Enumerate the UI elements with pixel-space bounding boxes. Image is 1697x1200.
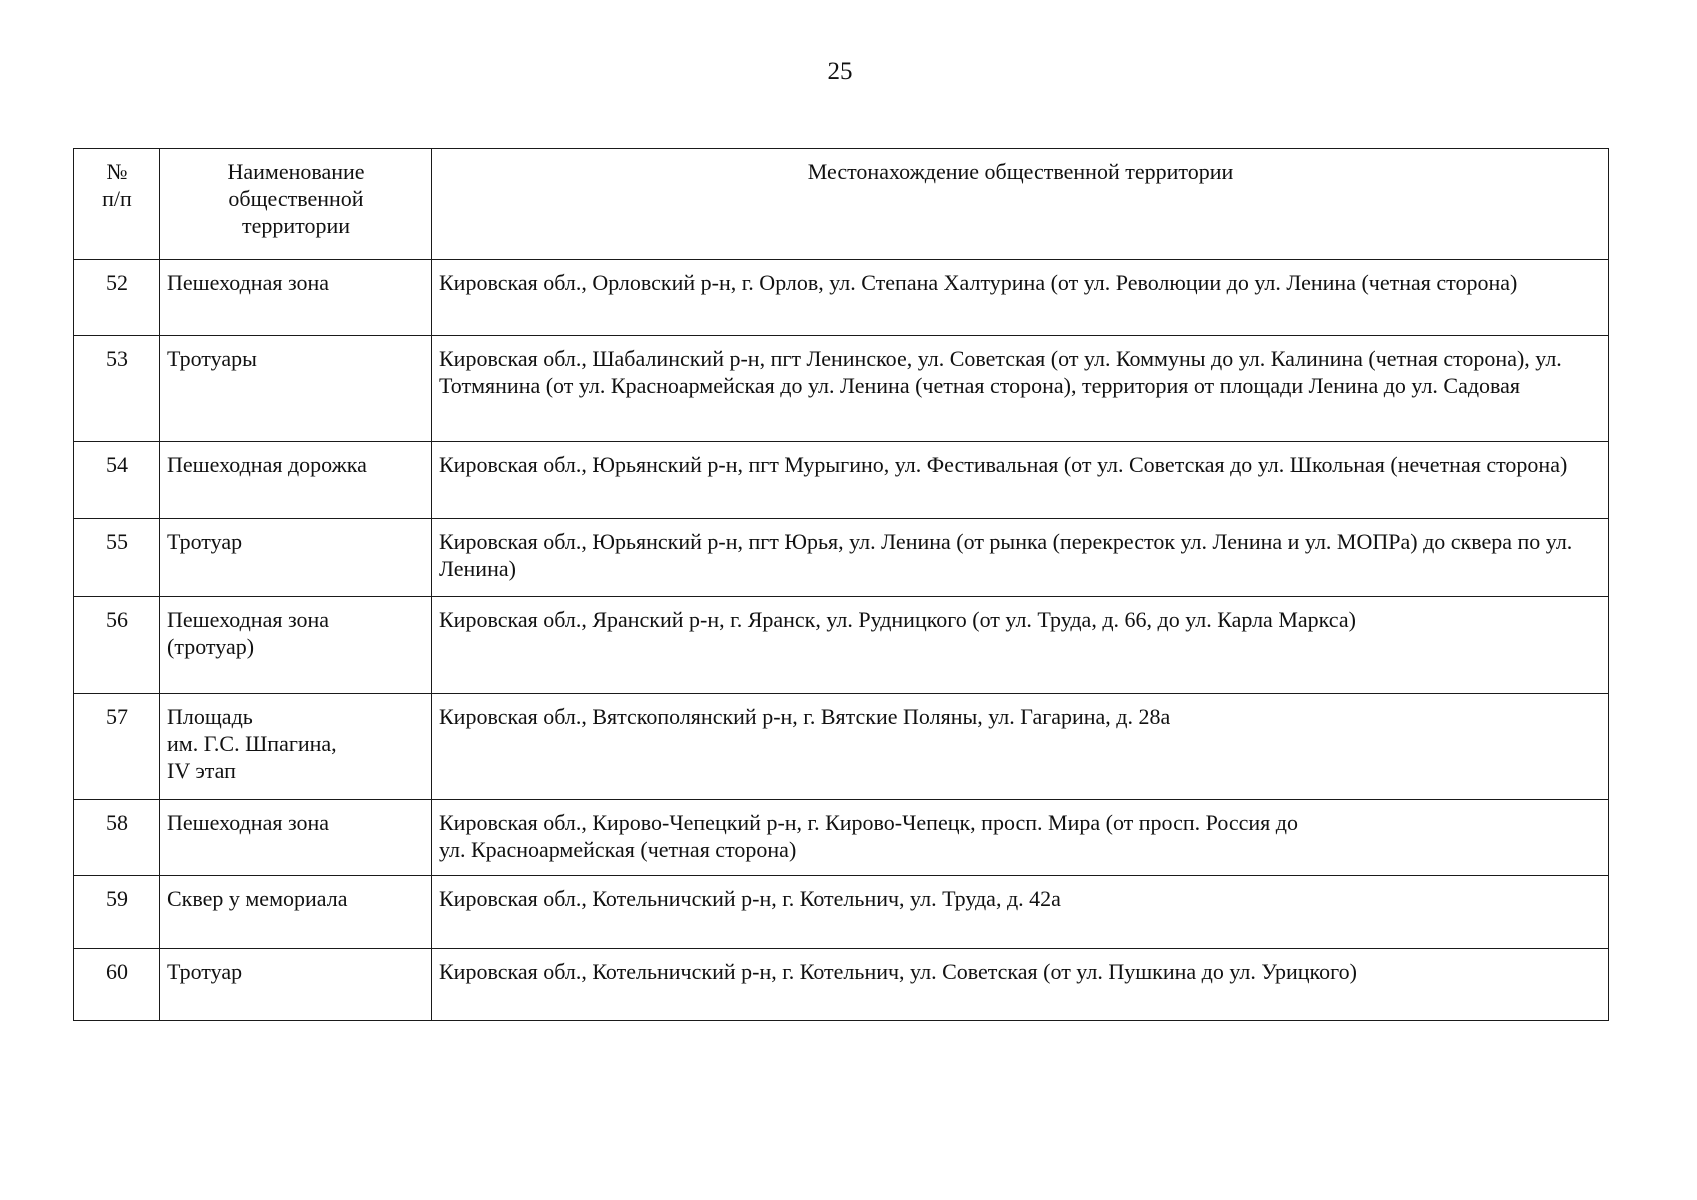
row-territory-name: Пешеходная зона (тротуар) [160, 597, 432, 694]
row-territory-location: Кировская обл., Шабалинский р-н, пгт Ленинское, ул. Советская (от ул. Коммуны до ул. Калинина (четная сторона), ул. Тотмянина (от ул. Красноармейская до ул. Ленина (четная сторона), территория от площади Ленина до ул. Садовая [432, 336, 1609, 442]
row-territory-name: Сквер у мемориала [160, 876, 432, 949]
row-number: 58 [74, 800, 160, 876]
row-territory-name: Пешеходная дорожка [160, 442, 432, 519]
row-territory-name: Пешеходная зона [160, 260, 432, 336]
row-number: 55 [74, 519, 160, 597]
row-territory-location: Кировская обл., Орловский р-н, г. Орлов, ул. Степана Халтурина (от ул. Революции до ул. Ленина (четная сторона) [432, 260, 1609, 336]
row-number: 60 [74, 949, 160, 1021]
row-number: 52 [74, 260, 160, 336]
header-territory-name: Наименование общественной территории [160, 149, 432, 260]
row-territory-name: Тротуар [160, 519, 432, 597]
row-territory-location: Кировская обл., Яранский р-н, г. Яранск, ул. Рудницкого (от ул. Труда, д. 66, до ул. Карла Маркса) [432, 597, 1609, 694]
row-number: 54 [74, 442, 160, 519]
table-row [74, 260, 1609, 336]
row-territory-name: Площадь им. Г.С. Шпагина, IV этап [160, 694, 432, 800]
row-territory-name: Пешеходная зона [160, 800, 432, 876]
page-number: 25 [827, 58, 853, 85]
row-territory-name: Тротуары [160, 336, 432, 442]
header-number: № п/п [74, 149, 160, 260]
row-territory-location: Кировская обл., Юрьянский р-н, пгт Мурыгино, ул. Фестивальная (от ул. Советская до ул. Школьная (нечетная сторона) [432, 442, 1609, 519]
header-territory-location: Местонахождение общественной территории [432, 149, 1609, 260]
table-row [74, 800, 1609, 876]
row-number: 56 [74, 597, 160, 694]
row-number: 57 [74, 694, 160, 800]
row-number: 59 [74, 876, 160, 949]
row-territory-location: Кировская обл., Кирово-Чепецкий р-н, г. Кирово-Чепецк, просп. Мира (от просп. Россия до ул. Красноармейская (четная сторона) [432, 800, 1609, 876]
table-row [74, 442, 1609, 519]
row-territory-location: Кировская обл., Котельничский р-н, г. Котельнич, ул. Советская (от ул. Пушкина до ул. Урицкого) [432, 949, 1609, 1021]
table-row [74, 876, 1609, 949]
table-row [74, 519, 1609, 597]
public-territories-table [73, 148, 1609, 1021]
table-row [74, 694, 1609, 800]
row-territory-location: Кировская обл., Котельничский р-н, г. Котельнич, ул. Труда, д. 42а [432, 876, 1609, 949]
row-territory-location: Кировская обл., Вятскополянский р-н, г. Вятские Поляны, ул. Гагарина, д. 28а [432, 694, 1609, 800]
table-row [74, 336, 1609, 442]
row-territory-location: Кировская обл., Юрьянский р-н, пгт Юрья, ул. Ленина (от рынка (перекресток ул. Ленина и ул. МОПРа) до сквера по ул. Ленина) [432, 519, 1609, 597]
table-header-row [74, 149, 1609, 260]
table-row [74, 949, 1609, 1021]
table-row [74, 597, 1609, 694]
row-number: 53 [74, 336, 160, 442]
row-territory-name: Тротуар [160, 949, 432, 1021]
